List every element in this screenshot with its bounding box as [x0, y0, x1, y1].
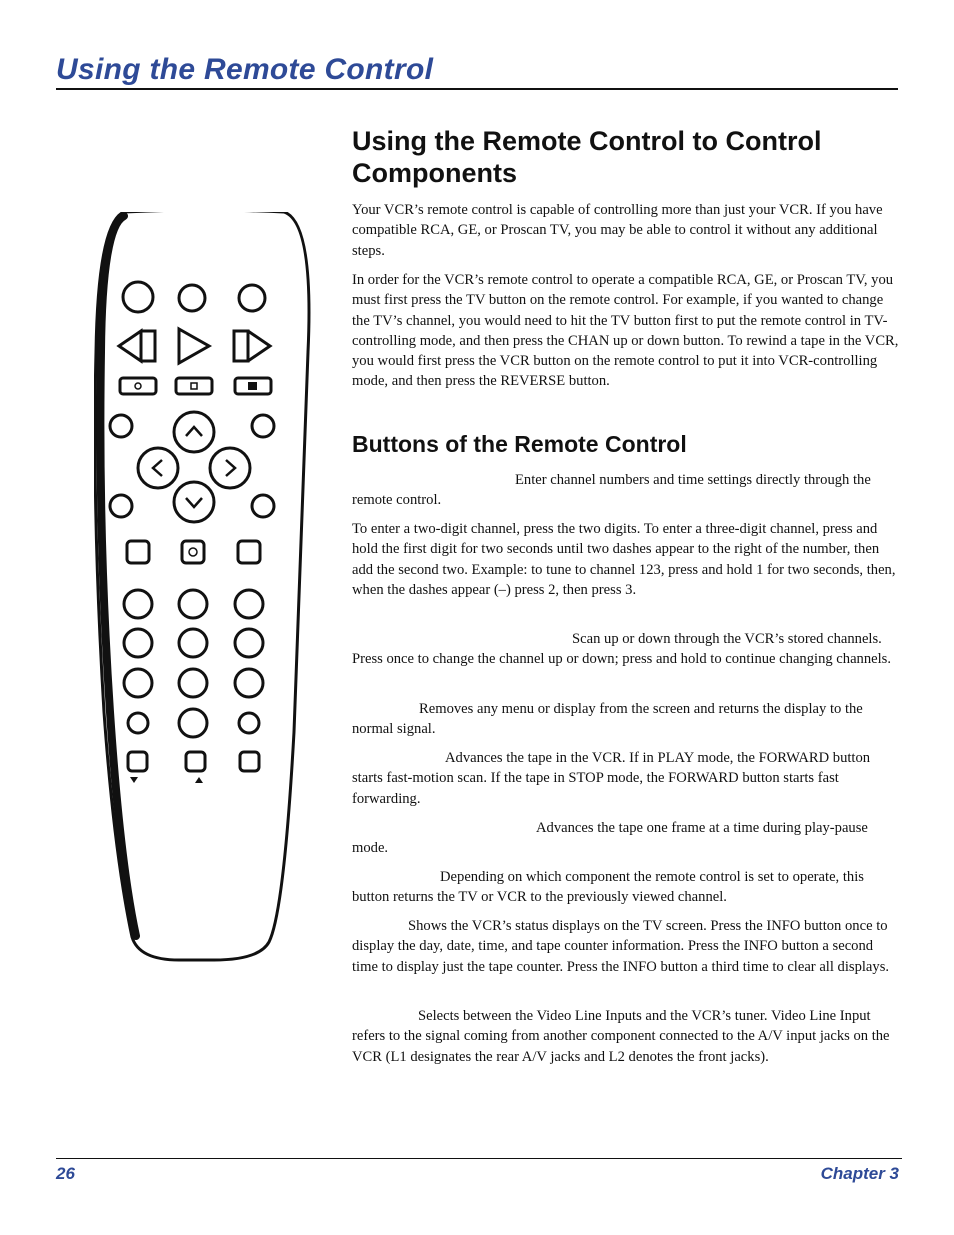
- footer-divider: [56, 1158, 902, 1159]
- frame-advance-paragraph: Advances the tape one frame at a time during play-pause mode.: [352, 820, 868, 857]
- page-header-title: Using the Remote Control: [56, 53, 434, 86]
- forward-button-paragraph: Advances the tape in the VCR. If in PLAY mode, the FORWARD button starts fast-motion scan. If the tape in STOP mode, the FORWARD button starts fast forwarding.: [352, 750, 871, 807]
- channel-entry-paragraph: To enter a two-digit channel, press the two digits. To enter a three-digit channel, press and hold the first digit for two seconds until two dashes appear to the right of the number, then add the second two. Example: to tune to channel 123, press and hold 1 for two seconds, then, when the dashes appear (–) press 2, then press 3.: [352, 521, 896, 598]
- input-button-paragraph: Selects between the Video Line Inputs and the VCR’s tuner. Video Line Input refers to the signal coming from another component connected to the A/V input jacks on the VCR (L1 designates the rear A/V jacks and L2 denotes the front jacks).: [352, 1008, 890, 1065]
- chapter-label: Chapter 3: [820, 1164, 899, 1183]
- page-number: 26: [56, 1164, 75, 1183]
- mode-paragraph: In order for the VCR’s remote control to operate a compatible RCA, GE, or Proscan TV, you must first press the TV button on the remote control. For example, if you wanted to change the TV’s channel, you would need to hit the TV button first to put the remote control in TV-controlling mode, and then press the CHAN up or down button. To rewind a tape in the VCR, you would first press the VCR button on the remote control to put it into VCR-controlling mode, and then press the REVERSE button.: [352, 272, 899, 390]
- chan-buttons-paragraph: Scan up or down through the VCR’s stored channels. Press once to change the channel up or down; press and hold to continue changing channels.: [352, 631, 892, 668]
- clear-button-paragraph: Removes any menu or display from the screen and returns the display to the normal signal.: [352, 701, 863, 738]
- section-title: Using the Remote Control to Control Components: [352, 126, 822, 188]
- intro-paragraph: Your VCR’s remote control is capable of controlling more than just your VCR. If you have compatible RCA, GE, or Proscan TV, you may be able to control it without any additional steps.: [352, 202, 883, 259]
- info-button-paragraph: Shows the VCR’s status displays on the TV screen. Press the INFO button once to display the day, date, time, and tape counter information. Press the INFO button a second time to display just the tape counter. Press the INFO button a third time to clear all displays.: [352, 918, 890, 975]
- remote-control-illustration: [94, 212, 316, 968]
- go-back-paragraph: Depending on which component the remote control is set to operate, this button returns the TV or VCR to the previously viewed channel.: [352, 869, 864, 906]
- subsection-title: Buttons of the Remote Control: [352, 431, 687, 457]
- number-buttons-paragraph: Enter channel numbers and time settings directly through the remote control.: [352, 472, 871, 509]
- header-divider: [56, 88, 898, 90]
